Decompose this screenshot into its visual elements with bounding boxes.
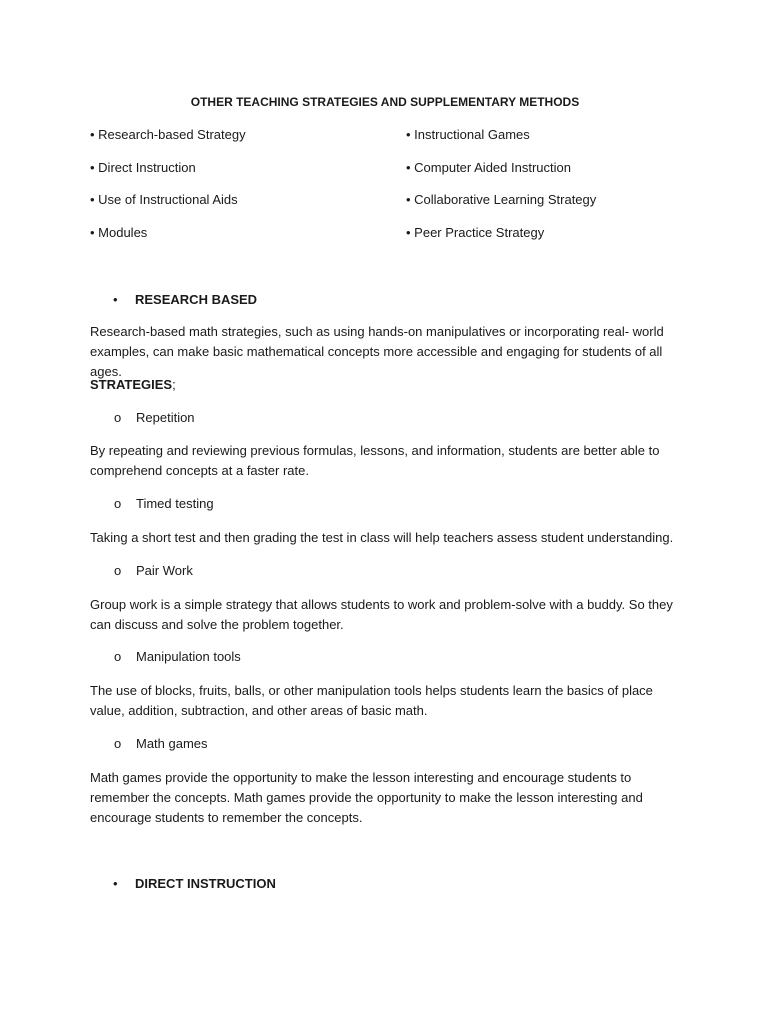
strategy-label-math-games: Math games [136,736,208,751]
sub-bullet-marker: o [114,736,122,751]
list-item: • Collaborative Learning Strategy [406,192,597,207]
strategy-paragraph: Group work is a simple strategy that allows students to work and problem-solve with a buddy. So they can discuss and solve the problem together. [90,597,673,632]
section-heading-research-based: RESEARCH BASED [135,292,258,307]
list-item: • Instructional Games [406,127,530,142]
strategy-label-pair-work: Pair Work [136,563,193,578]
strategy-label-timed-testing: Timed testing [136,496,214,511]
sub-bullet-marker: o [114,563,122,578]
strategy-paragraph: By repeating and reviewing previous formulas, lessons, and information, students are better able to comprehend concepts at a faster rate. [90,443,660,478]
list-item: • Research-based Strategy [90,127,246,142]
sub-bullet-marker: o [114,496,122,511]
strategy-paragraph: Math games provide the opportunity to make the lesson interesting and encourage students to remember the concepts. Math games provide the opportunity to make the lesson interesting and encourage students to remember the concepts. [90,770,643,825]
sub-bullet-marker: o [114,410,122,425]
section-bullet: • [113,292,118,307]
list-item: • Peer Practice Strategy [406,225,545,240]
list-item: • Computer Aided Instruction [406,160,571,175]
document-page [90,0,680,1024]
section-heading-direct-instruction: DIRECT INSTRUCTION [135,876,276,891]
section-bullet: • [113,876,118,891]
list-item: • Direct Instruction [90,160,196,175]
list-item: • Use of Instructional Aids [90,192,238,207]
section-intro-paragraph: Research-based math strategies, such as using hands-on manipulatives or incorporating real- world examples, can make basic mathematical concepts more accessible and engaging for students of all ages. [90,324,664,379]
strategy-label-repetition: Repetition [136,410,195,425]
document-title: OTHER TEACHING STRATEGIES AND SUPPLEMENTARY METHODS [190,95,580,109]
strategies-suffix: ; [172,377,176,392]
strategy-paragraph: The use of blocks, fruits, balls, or other manipulation tools helps students learn the basics of place value, addition, subtraction, and other areas of basic math. [90,683,653,718]
strategies-label-line [90,375,176,395]
sub-bullet-marker: o [114,649,122,664]
strategy-paragraph: Taking a short test and then grading the test in class will help teachers assess student understanding. [90,530,674,545]
strategy-label-manipulation-tools: Manipulation tools [136,649,241,664]
strategies-label: STRATEGIES [90,377,173,392]
list-item: • Modules [90,225,148,240]
